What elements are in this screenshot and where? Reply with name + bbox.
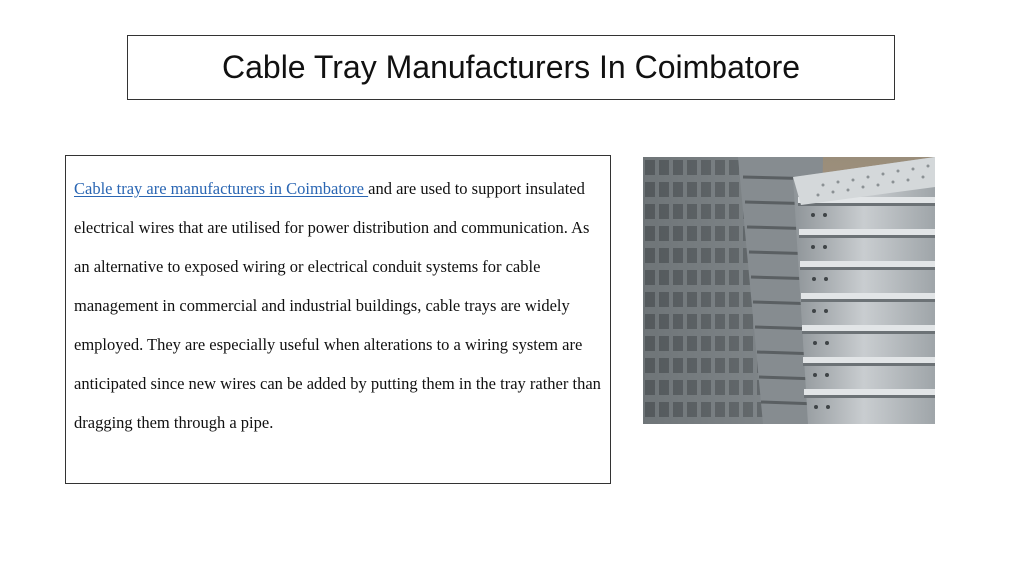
cable-tray-photo [643,157,935,424]
body-text: and are used to support insulated electrical wires that are utilised for power distribution and communication. As an alternative to exposed wiring or electrical conduit systems for cable management in commercial and industrial buildings, cable trays are widely employed. They are especially useful when alterations to a wiring system are anticipated since new wires can be added by putting them in the tray rather than dragging them through a pipe. [74,179,601,432]
page-title: Cable Tray Manufacturers In Coimbatore [221,49,801,85]
title-box [127,35,895,100]
cable-tray-link[interactable]: Cable tray are manufacturers in Coimbatore [74,179,369,198]
body-paragraph [74,169,602,442]
content-box [65,155,611,484]
cable-tray-photo-icon [643,157,935,424]
